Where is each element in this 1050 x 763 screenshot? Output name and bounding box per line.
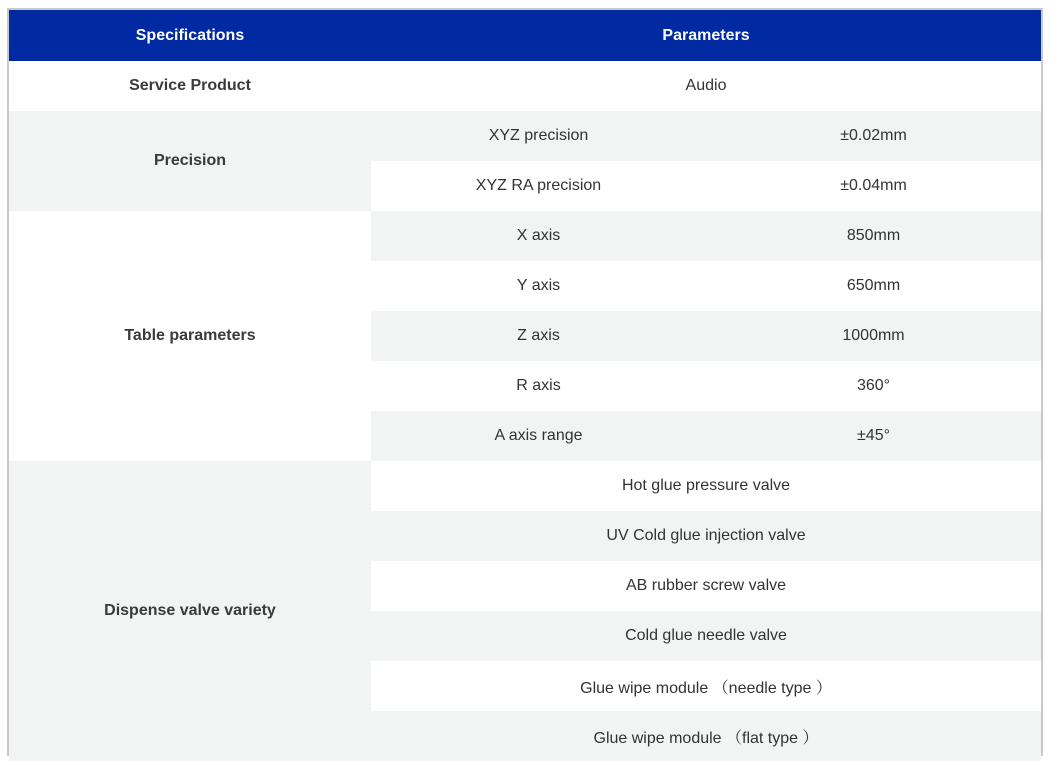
valve-item: UV Cold glue injection valve bbox=[371, 511, 1041, 561]
service-product-value: Audio bbox=[371, 61, 1041, 111]
dispense-valve-label: Dispense valve variety bbox=[9, 461, 371, 761]
table-row bbox=[9, 211, 1041, 261]
valve-item: Glue wipe module （needle type ） bbox=[371, 661, 1041, 711]
axis-param-name: X axis bbox=[371, 211, 706, 261]
valve-item: AB rubber screw valve bbox=[371, 561, 1041, 611]
axis-param-value: 360° bbox=[706, 361, 1041, 411]
spec-table-frame bbox=[7, 8, 1043, 756]
valve-item: Hot glue pressure valve bbox=[371, 461, 1041, 511]
header-parameters: Parameters bbox=[371, 10, 1041, 61]
valve-item: Glue wipe module （flat type ） bbox=[371, 711, 1041, 761]
specifications-table bbox=[9, 10, 1041, 761]
axis-param-value: 650mm bbox=[706, 261, 1041, 311]
table-row bbox=[9, 461, 1041, 511]
precision-label: Precision bbox=[9, 111, 371, 211]
header-row bbox=[9, 10, 1041, 61]
precision-param-value: ±0.04mm bbox=[706, 161, 1041, 211]
axis-param-value: 1000mm bbox=[706, 311, 1041, 361]
table-parameters-label: Table parameters bbox=[9, 211, 371, 461]
precision-param-name: XYZ RA precision bbox=[371, 161, 706, 211]
header-specifications: Specifications bbox=[9, 10, 371, 61]
axis-param-name: Z axis bbox=[371, 311, 706, 361]
valve-item: Cold glue needle valve bbox=[371, 611, 1041, 661]
axis-param-value: 850mm bbox=[706, 211, 1041, 261]
axis-param-name: A axis range bbox=[371, 411, 706, 461]
axis-param-name: R axis bbox=[371, 361, 706, 411]
axis-param-value: ±45° bbox=[706, 411, 1041, 461]
axis-param-name: Y axis bbox=[371, 261, 706, 311]
table-row bbox=[9, 111, 1041, 161]
table-row bbox=[9, 61, 1041, 111]
precision-param-value: ±0.02mm bbox=[706, 111, 1041, 161]
service-product-label: Service Product bbox=[9, 61, 371, 111]
precision-param-name: XYZ precision bbox=[371, 111, 706, 161]
